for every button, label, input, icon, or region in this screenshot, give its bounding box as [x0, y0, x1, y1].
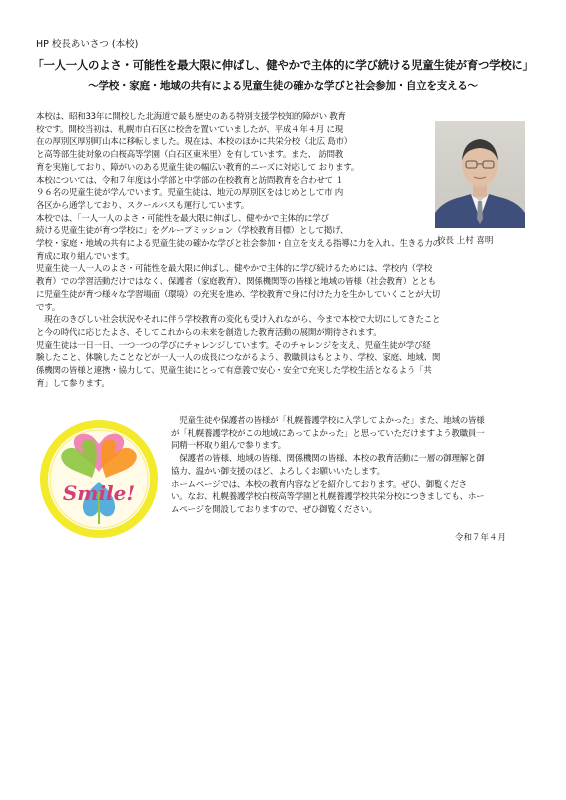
text-line: 育を実施しており、障がいのある児童生徒の幅広い教育的ニーズに対応して おります。: [36, 162, 360, 173]
text-line: ムページを開設しておりますので、ぜひ御覧ください。: [171, 504, 377, 515]
text-line: 現在のきびしい社会状況やそれに伴う学校教育の変化も受け入れながら、今まで本校で大切にしてきたこと: [36, 315, 441, 326]
document-date: 令和７年４月: [455, 533, 507, 543]
text-line: 児童生徒は一日一日、一つ一つの学びにチャレンジしています。そのチャレンジを支え、児童生徒が学び経: [36, 340, 431, 351]
text-line: 育成に取り組んでいます。: [36, 251, 135, 262]
text-line: 本校については、令和７年度は小学部と中学部の在校教育と訪問教育を合わせて １: [36, 175, 344, 186]
text-line: 教育）での学習活動だけではなく、保護者（家庭教育）、関係機関等の皆様と地域の皆様（社会教育）ととも: [36, 277, 436, 288]
text-line: 係機関の皆様と連携・協力して、児童生徒にとって有意義で安心・安全で充実した学校生活となるよう「共: [36, 366, 432, 377]
text-line: と今の時代に応じたよさ、そしてこれからの未来を創造した教育活動の展開が期待されます。: [36, 327, 382, 338]
text-line: 協力、温かい御支援のほど、よろしくお願いいたします。: [171, 466, 385, 477]
smile-logo: [36, 420, 162, 538]
body-block-2: [36, 238, 526, 390]
text-line: 験したこと、体験したことなどが一人一人の成長につながるよう、教職員はもとより、学校、家庭、地域、関: [36, 353, 441, 364]
page-subtitle: ～学校・家庭・地域の共有による児童生徒の確かな学びと社会参加・自立を支える～: [88, 80, 478, 92]
text-line: です。: [36, 302, 61, 313]
text-line: 在の厚別区厚別町山本に移転しました。現在は、本校のほかに共栄分校（北広 島市）: [36, 137, 352, 148]
principal-photo: [435, 121, 525, 228]
text-line: と高等部生徒対象の白桜高等学園（白石区東米里）を有しています。また、 訪問教: [36, 150, 344, 161]
text-line: 保護者の皆様、地域の皆様、関係機関の皆様、本校の教育活動に一層の御理解と御: [171, 454, 485, 465]
text-line: 各区から通学しており、スクールバスも運行しています。: [36, 200, 250, 211]
text-line: ９６名の児童生徒が学んでいます。児童生徒は、地元の厚別区をはじめとして市 内: [36, 188, 344, 199]
smile-clover-logo-icon: [36, 420, 162, 538]
text-line: 同精一杯取り組んで参ります。: [171, 441, 286, 452]
text-line: 学校・家庭・地域の共有による児童生徒の確かな学びと社会参加・自立を支える指導に力を入れ、生きる力の: [36, 239, 441, 249]
text-line: に児童生徒が育つ様々な学習場面（環境）の充実を進め、学校教育で身に付けた力を生かしていくことが大切: [36, 289, 440, 300]
text-line: 校です。開校当初は、札幌市白石区に校舎を置いていましたが、平成４年４月 に現: [36, 124, 344, 135]
body-block-1: [36, 111, 416, 238]
principal-portrait-icon: [435, 121, 525, 228]
principal-caption: 校長 上村 喜明: [437, 236, 494, 246]
logo-text: Smile!: [62, 481, 136, 505]
body-block-3: [171, 415, 531, 517]
page-header: HP 校長あいさつ (本校): [36, 39, 139, 50]
text-line: 本校では、「一人一人のよさ・可能性を最大限に伸ばし、健やかで主体的に学び: [36, 213, 329, 224]
text-line: 児童生徒一人一人のよさ・可能性を最大限に伸ばし、健やかで主体的に学び続けるためには、学校内（学校: [36, 264, 433, 275]
text-line: 本校は、昭和33年に開校した北海道で最も歴史のある特別支援学校知的障がい 教育: [36, 112, 346, 122]
text-line: 続ける児童生徒が育つ学校に」をグループミッション（学校教育目標）として掲げ、: [36, 226, 349, 237]
text-line: ホームページでは、本校の教育内容などを紹介しております。ぜひ、御覧くださ: [171, 479, 467, 490]
page-title: 「一人一人のよさ・可能性を最大限に伸ばし、健やかで主体的に学び続ける児童生徒が育つ学校に」: [32, 58, 534, 72]
text-line: が「札幌養護学校がこの地域にあってよかった」と思っていただけますよう教職員一: [171, 428, 485, 439]
text-line: い。なお、札幌養護学校白桜高等学園と札幌養護学校共栄分校につきましても、ホー: [171, 492, 485, 503]
text-line: 児童生徒や保護者の皆様が「札幌養護学校に入学してよかった」また、地域の皆様: [171, 416, 485, 426]
text-line: 育」して参ります。: [36, 378, 110, 389]
